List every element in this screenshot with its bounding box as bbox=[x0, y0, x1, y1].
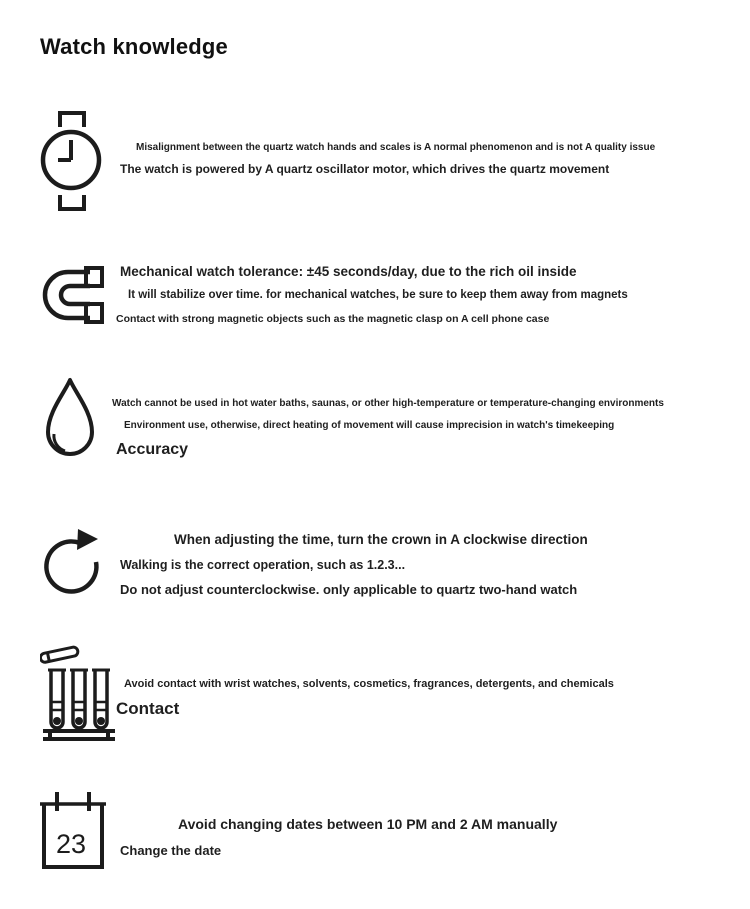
magnet-icon bbox=[40, 266, 112, 324]
change-date-label: Change the date bbox=[120, 842, 222, 858]
magnetic-contact-note: Contact with strong magnetic objects such as the magnetic clasp on A cell phone case bbox=[116, 312, 550, 325]
test-tubes-icon bbox=[40, 642, 112, 744]
quartz-movement-note: The watch is powered by A quartz oscillator motor, which drives the quartz movement bbox=[120, 162, 610, 176]
icon-column bbox=[0, 376, 112, 466]
quartz-misalignment-note: Misalignment between the quartz watch hands and scales is A normal phenomenon and is not A quality issue bbox=[136, 142, 656, 153]
hot-water-note: Watch cannot be used in hot water baths, saunas, or other high-temperature or temperature-changing environments bbox=[112, 398, 664, 409]
stabilize-note: It will stabilize over time. for mechanical watches, be sure to keep them away from magnets bbox=[128, 289, 628, 302]
section-temperature bbox=[0, 376, 750, 466]
section-magnet bbox=[0, 260, 750, 326]
crown-clockwise-note: When adjusting the time, turn the crown in A clockwise direction bbox=[174, 532, 588, 547]
calendar-day-number: 23 bbox=[55, 829, 87, 859]
tolerance-note: Mechanical watch tolerance: ±45 seconds/day, due to the rich oil inside bbox=[120, 264, 577, 279]
accuracy-heading: Accuracy bbox=[116, 441, 189, 458]
counterclockwise-note: Do not adjust counterclockwise. only applicable to quartz two-hand watch bbox=[120, 582, 578, 598]
water-drop-icon bbox=[40, 376, 112, 466]
section-adjust-time bbox=[0, 518, 750, 598]
text-column bbox=[112, 376, 750, 459]
text-column bbox=[112, 518, 750, 598]
section-change-date bbox=[0, 786, 750, 870]
text-column bbox=[112, 642, 750, 720]
text-column bbox=[112, 786, 750, 858]
contact-heading: Contact bbox=[116, 699, 180, 719]
clockwise-arrow-icon bbox=[40, 526, 112, 598]
icon-column bbox=[0, 260, 112, 324]
avoid-chemicals-note: Avoid contact with wrist watches, solvents, cosmetics, fragrances, detergents, and chemicals bbox=[124, 678, 614, 690]
section-quartz bbox=[0, 110, 750, 212]
icon-column bbox=[0, 110, 112, 212]
wristwatch-icon bbox=[40, 110, 112, 212]
icon-column bbox=[0, 786, 112, 870]
icon-column bbox=[0, 642, 112, 744]
text-column bbox=[112, 110, 750, 176]
section-chemicals bbox=[0, 642, 750, 744]
text-column bbox=[112, 260, 750, 326]
calendar-icon bbox=[40, 790, 106, 870]
icon-column bbox=[0, 518, 112, 598]
heating-note: Environment use, otherwise, direct heating of movement will cause imprecision in watch's timekeeping bbox=[124, 420, 615, 431]
page-title: Watch knowledge bbox=[40, 34, 228, 59]
avoid-date-change-note: Avoid changing dates between 10 PM and 2 AM manually bbox=[178, 816, 558, 832]
walking-note: Walking is the correct operation, such as 1.2.3... bbox=[120, 558, 406, 573]
